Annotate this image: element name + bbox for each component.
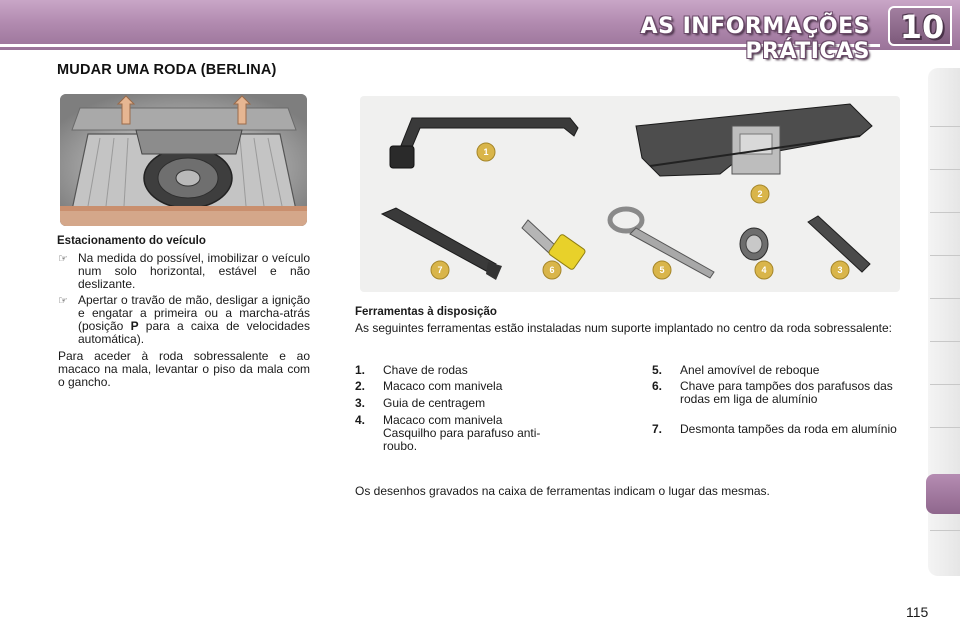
tab-divider (930, 126, 960, 127)
tab-divider (930, 298, 960, 299)
tab-divider (930, 212, 960, 213)
trunk-drawing (60, 94, 307, 226)
callout-5: 5 (659, 265, 665, 275)
trunk-spare-wheel-illustration (60, 94, 307, 226)
parking-bullet-2 (58, 294, 310, 346)
pointing-hand-icon: ☞ (58, 252, 68, 265)
callout-7: 7 (437, 265, 443, 275)
tab-divider (930, 530, 960, 531)
tools-intro: As seguintes ferramentas estão instaladas num suporte implantado no centro da roda sobressalente: (355, 321, 892, 335)
callout-3: 3 (837, 265, 843, 275)
gear-position-p: P (130, 319, 139, 333)
callout-2: 2 (757, 189, 763, 199)
tools-heading: Ferramentas à disposição (355, 306, 497, 318)
tools-illustration (360, 96, 900, 292)
callout-4: 4 (761, 265, 767, 275)
pointing-hand-icon: ☞ (58, 294, 68, 307)
parking-bullet-2-text-after: para a caixa de velocidades automática). (78, 319, 310, 346)
page-number: 115 (906, 604, 929, 620)
parking-heading: Estacionamento do veículo (57, 235, 206, 247)
parking-bullet-1 (58, 252, 310, 294)
tab-divider (930, 169, 960, 170)
tab-divider (930, 384, 960, 385)
tab-divider (930, 427, 960, 428)
active-chapter-tab[interactable] (926, 474, 960, 514)
chapter-title: AS INFORMAÇÕES PRÁTICAS (640, 14, 870, 64)
parking-bullet-1-text: Na medida do possível, imobilizar o veículo num solo horizontal, estável e não deslizante. (78, 251, 310, 291)
section-title: MUDAR UMA RODA (BERLINA) (57, 62, 277, 78)
parking-bullet-2-text-before: Apertar o travão de mão, desligar a ignição e engatar a primeira ou a marcha-atrás (posição (78, 293, 310, 333)
tools-footnote: Os desenhos gravados na caixa de ferramentas indicam o lugar das mesmas. (355, 484, 770, 498)
tools-drawing (360, 96, 900, 292)
tab-divider (930, 341, 960, 342)
callout-6: 6 (549, 265, 555, 275)
chapter-number: 10 (899, 8, 945, 46)
parking-paragraph: Para aceder à roda sobressalente e ao macaco na mala, levantar o piso da mala com o gancho. (58, 349, 310, 389)
tab-divider (930, 255, 960, 256)
callout-1: 1 (483, 147, 489, 157)
